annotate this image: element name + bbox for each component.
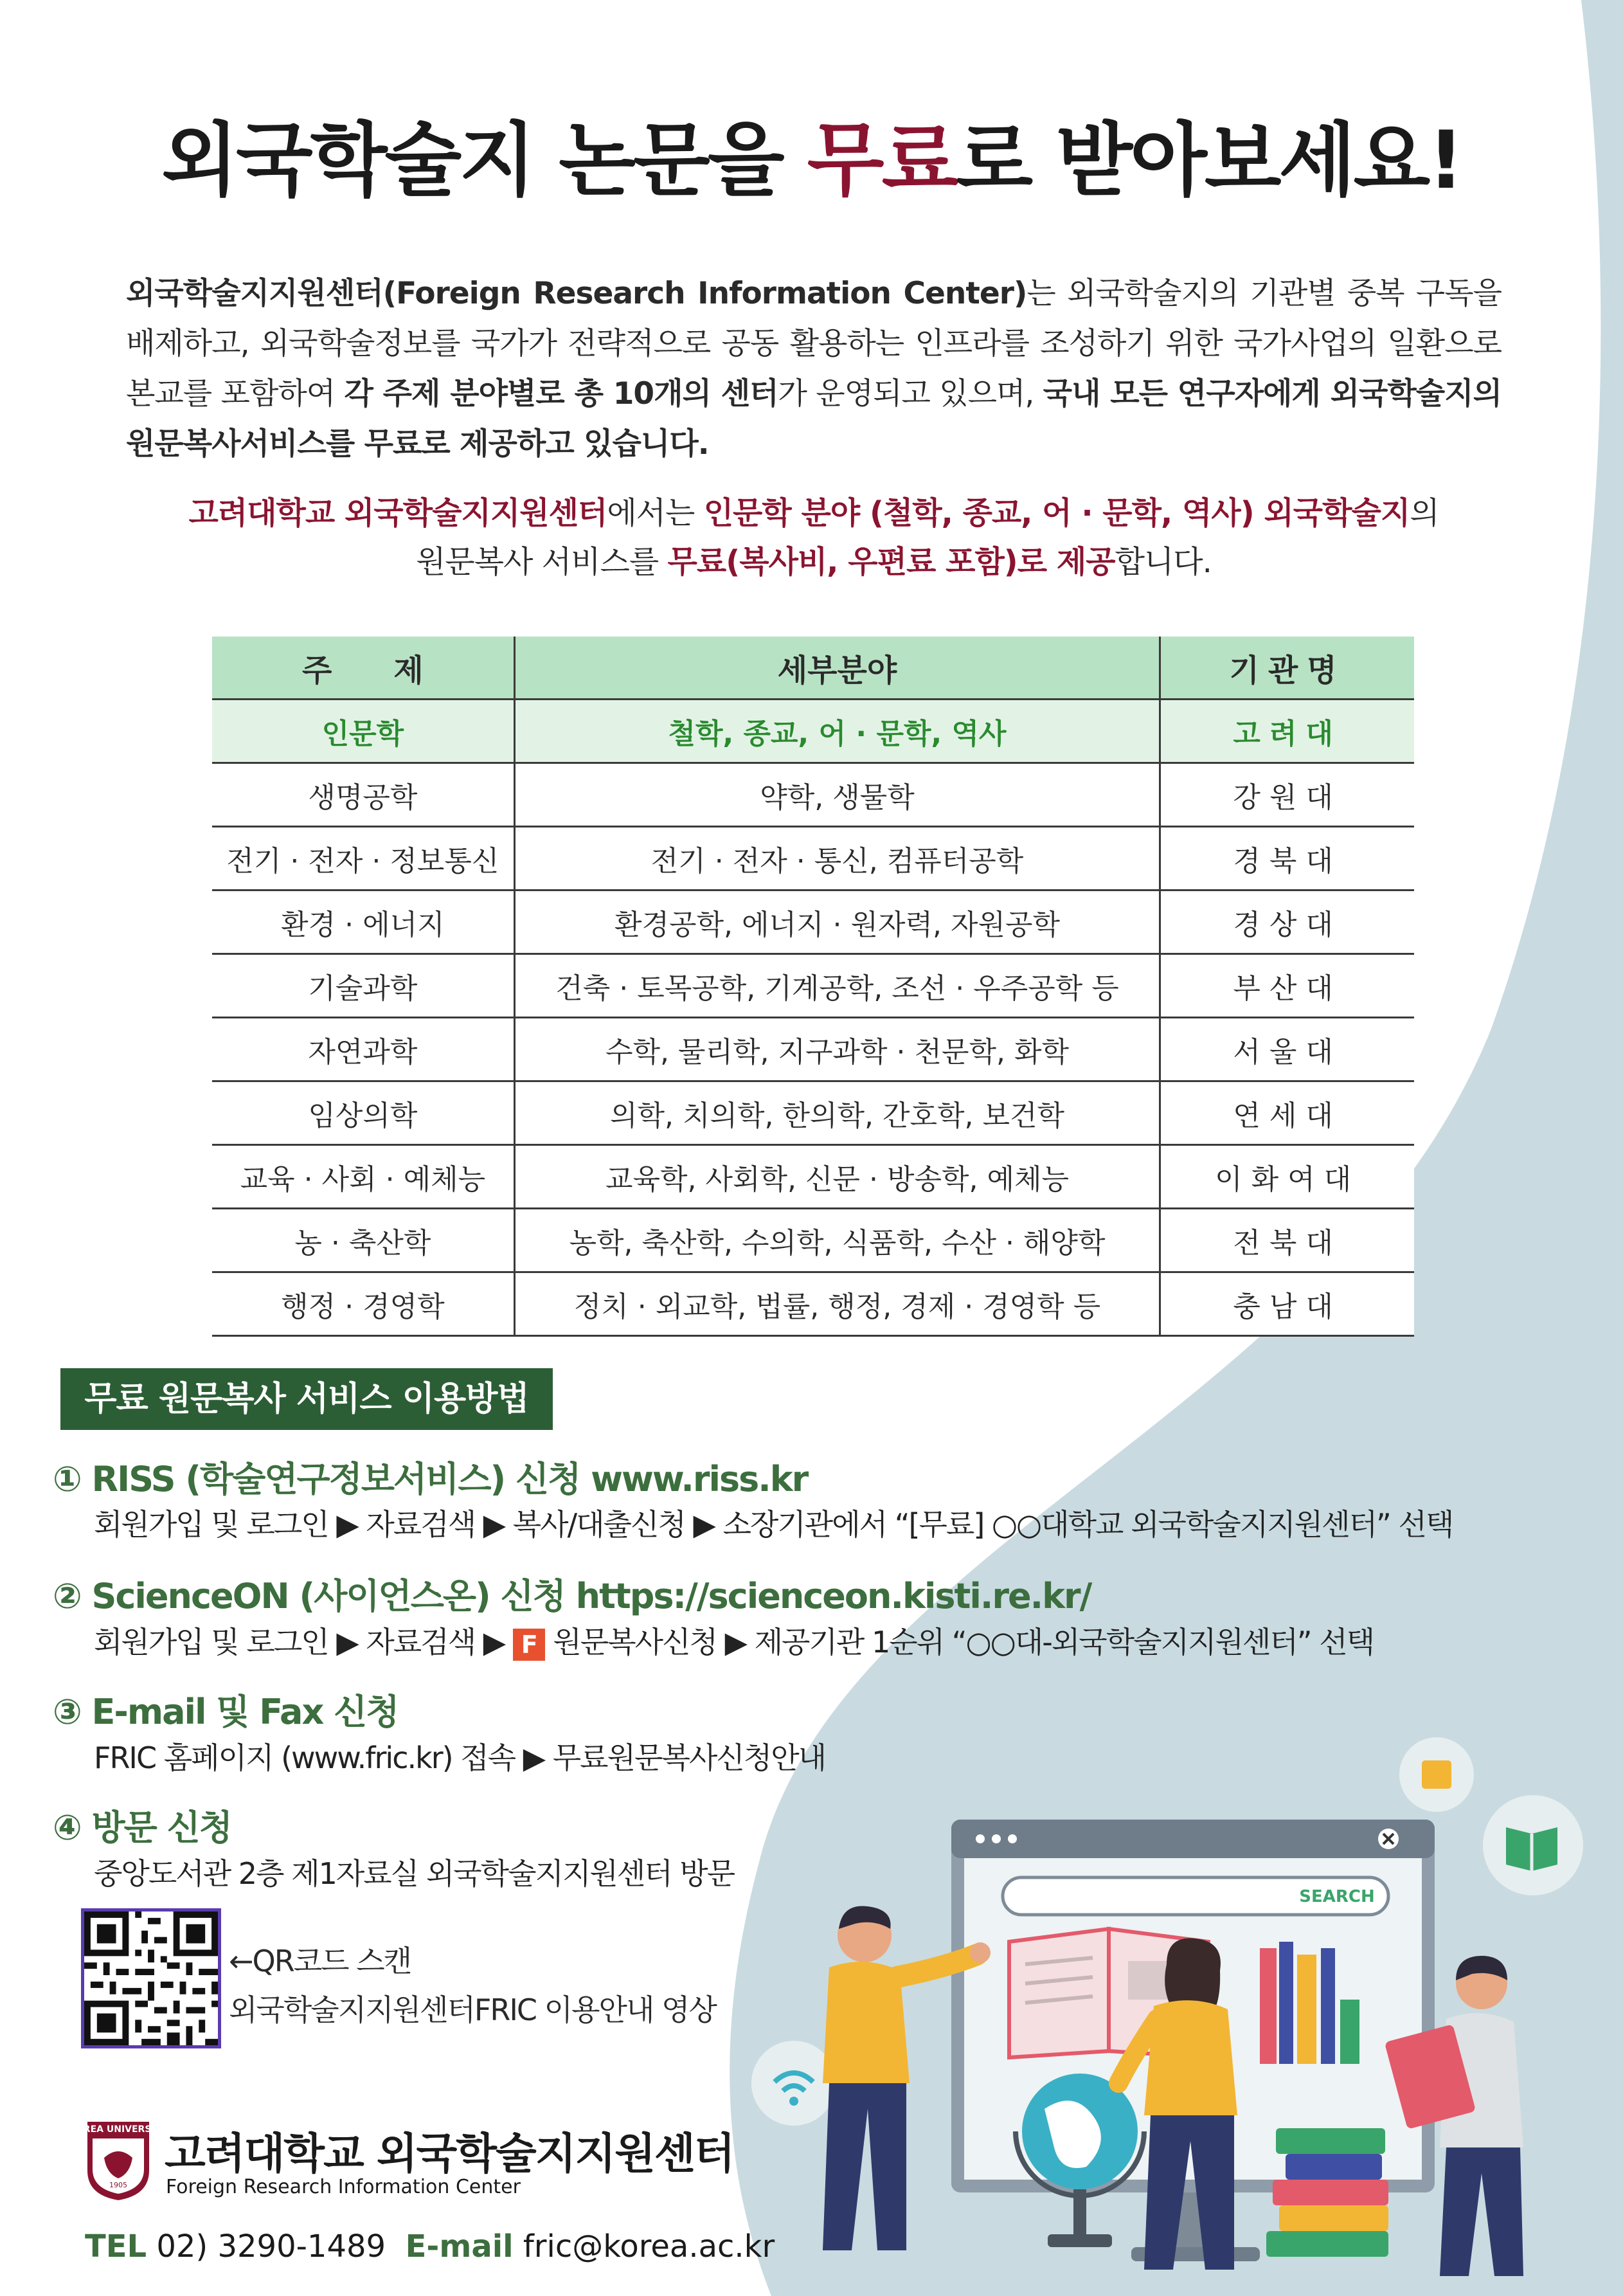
table-row [212, 1018, 1414, 1081]
header-field: 세부분야 [514, 637, 1160, 700]
book-icon [1422, 1760, 1451, 1789]
subject-cell: 전기 · 전자 · 정보통신 [212, 827, 514, 890]
subject-cell: 행정 · 경영학 [212, 1272, 514, 1336]
qr-description: 외국학술지지원센터FRIC 이용안내 영상 [229, 1993, 716, 2027]
institution-cell: 경북대 [1160, 827, 1414, 890]
email-label: E-mail [405, 2228, 514, 2264]
table-row [212, 1209, 1414, 1272]
table-row [212, 827, 1414, 890]
table-row [212, 890, 1414, 954]
table-row [212, 954, 1414, 1018]
step-riss-desc: 회원가입 및 로그인 ▶ 자료검색 ▶ 복사/대출신청 ▶ 소장기관에서 “[무료] ○○대학교 외국학술지지원센터” 선택 [94, 1507, 1453, 1542]
table-row [212, 1081, 1414, 1145]
institution-cell: 이화여대 [1160, 1145, 1414, 1209]
step-riss-title: ① RISS (학술연구정보서비스) 신청 www.riss.kr [53, 1459, 808, 1499]
field-cell: 전기 · 전자 · 통신, 컴퓨터공학 [514, 827, 1160, 890]
tel-label: TEL [85, 2228, 147, 2264]
subject-cell: 기술과학 [212, 954, 514, 1018]
qr-scan-label: ←QR코드 스캔 [229, 1944, 411, 1978]
institution-cell: 부산대 [1160, 954, 1414, 1018]
subject-cell: 환경 · 에너지 [212, 890, 514, 954]
subject-cell: 임상의학 [212, 1081, 514, 1145]
org-name-korean: 고려대학교 외국학술지지원센터 [165, 2129, 734, 2178]
qr-code[interactable] [81, 1908, 221, 2048]
subject-cell: 인문학 [212, 700, 514, 763]
subject-cell: 생명공학 [212, 763, 514, 827]
logo-year: 1905 [109, 2181, 127, 2189]
field-cell: 농학, 축산학, 수의학, 식품학, 수산 · 해양학 [514, 1209, 1160, 1272]
field-cell: 수학, 물리학, 지구과학 · 천문학, 화학 [514, 1018, 1160, 1081]
field-cell: 정치 · 외교학, 법률, 행정, 경제 · 경영학 등 [514, 1272, 1160, 1336]
step-visit-title: ④ 방문 신청 [53, 1807, 231, 1848]
header-institution: 기관명 [1160, 637, 1414, 700]
field-cell: 약학, 생물학 [514, 763, 1160, 827]
subject-cell: 자연과학 [212, 1018, 514, 1081]
header-subject: 주 제 [212, 637, 514, 700]
center-note: 고려대학교 외국학술지지원센터에서는 인문학 분야 (철학, 종교, 어 · 문학, 역사) 외국학술지의 원문복사 서비스를 무료(복사비, 우편료 포함)로 제공합니다. [188, 495, 1439, 580]
howto-heading: 무료 원문복사 서비스 이용방법 [60, 1368, 553, 1430]
step-scienceon-title: ② ScienceON (사이언스온) 신청 https://scienceon.kisti.re.kr/ [53, 1576, 1091, 1616]
step-visit-desc: 중앙도서관 2층 제1자료실 외국학술지지원센터 방문 [94, 1856, 735, 1891]
institution-cell: 강원대 [1160, 763, 1414, 827]
subject-cell: 교육 · 사회 · 예체능 [212, 1145, 514, 1209]
field-cell: 건축 · 토목공학, 기계공학, 조선 · 우주공학 등 [514, 954, 1160, 1018]
table-row [212, 1272, 1414, 1336]
contact-line [85, 2228, 775, 2264]
field-cell: 환경공학, 에너지 · 원자력, 자원공학 [514, 890, 1160, 954]
org-name-english: Foreign Research Information Center [166, 2176, 521, 2198]
institution-cell: 전북대 [1160, 1209, 1414, 1272]
f-badge-icon: F [513, 1629, 545, 1661]
table-row [212, 700, 1414, 763]
email-address[interactable]: fric@korea.ac.kr [523, 2228, 775, 2264]
search-label: SEARCH [1299, 1887, 1375, 1906]
institution-cell: 고려대 [1160, 700, 1414, 763]
logo-text: KOREA UNIVERSITY [69, 2124, 168, 2135]
field-cell: 교육학, 사회학, 신문 · 방송학, 예체능 [514, 1145, 1160, 1209]
table-row [212, 1145, 1414, 1209]
institution-cell: 경상대 [1160, 890, 1414, 954]
field-cell: 의학, 치의학, 한의학, 간호학, 보건학 [514, 1081, 1160, 1145]
table-header-row [212, 637, 1414, 700]
institution-cell: 충남대 [1160, 1272, 1414, 1336]
institution-cell: 연세대 [1160, 1081, 1414, 1145]
library-illustration [733, 1723, 1562, 2295]
field-cell: 철학, 종교, 어 · 문학, 역사 [514, 700, 1160, 763]
step-email-fax-desc: FRIC 홈페이지 (www.fric.kr) 접속 ▶ 무료원문복사신청안내 [94, 1740, 826, 1775]
subject-cell: 농 · 축산학 [212, 1209, 514, 1272]
title-highlight: 무료 [807, 114, 956, 207]
page-title: 외국학술지 논문을 무료로 받아보세요! [161, 114, 1462, 207]
intro-paragraph: 외국학술지지원센터(Foreign Research Information Center)는 외국학술지의 기관별 중복 구독을 배제하고, 외국학술정보를 국가가 전략적으로 공동 활용하는 인프라를 조성하기 위한 국가사업의 일환으로 본교를 포함하여 각 주제 분야별로 총 10개의 센터가 운영되고 있으며, 국내 모든 연구자에게 외국학술지의 원문복사서비스를 무료로 제공하고 있습니다. [126, 276, 1502, 462]
table-row [212, 763, 1414, 827]
tel-number[interactable]: 02) 3290-1489 [156, 2228, 386, 2264]
step-scienceon-desc: 회원가입 및 로그인 ▶ 자료검색 ▶ F 원문복사신청 ▶ 제공기관 1순위 “○○대-외국학술지지원센터” 선택 [94, 1625, 1374, 1659]
korea-university-logo [69, 2119, 168, 2201]
qr-code-icon [84, 1912, 218, 2045]
subject-table [212, 637, 1414, 1337]
institution-cell: 서울대 [1160, 1018, 1414, 1081]
step-email-fax-title: ③ E-mail 및 Fax 신청 [53, 1692, 399, 1732]
